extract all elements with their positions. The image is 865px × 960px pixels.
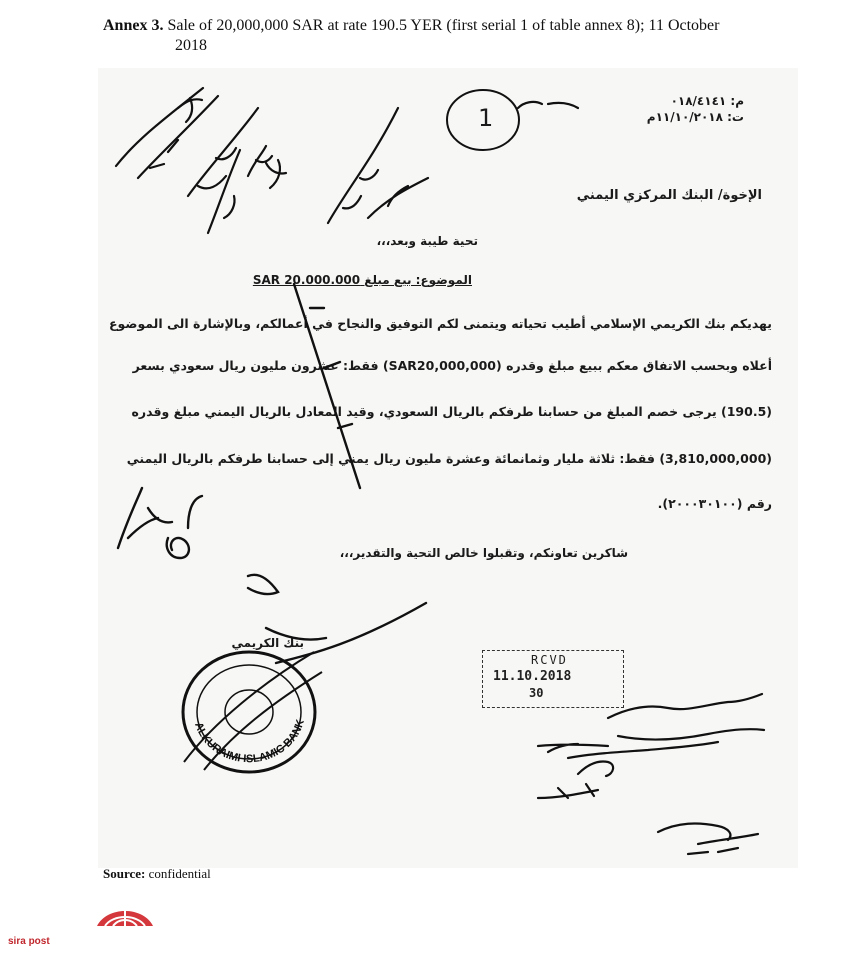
body-line-4: (3,810,000,000) فقط: ثلاثة مليار وثمانمائة وعشرة مليون ريال يمني إلى حسابنا طرفكم بالريال اليمني [126,451,772,466]
caption-label: Annex 3. [103,17,164,34]
reference-date: ت: ١١/١٠/٢٠١٨م [646,110,744,124]
reference-number: م: ٠١٨/٤١٤١ [670,94,744,108]
stamp-circle-number: 1 [478,104,494,132]
received-stamp-date: 11.10.2018 [493,669,572,684]
watermark-text: sira post [8,936,50,947]
received-stamp-number: 30 [529,686,544,700]
handwritten-annotations-bottom [98,68,798,868]
source-note [103,866,211,882]
caption-year: 2018 [175,37,207,54]
body-line-3: (190.5) يرجى خصم المبلغ من حسابنا طرفكم بالريال السعودي، وقيد المعادل بالريال اليمني مبلغ وقدره [131,404,772,419]
bank-signature-label: بنك الكريمي [231,636,304,650]
annex-caption [103,16,763,56]
seal-text: ALKURAIMI ISLAMIC BANK [192,718,307,766]
greeting: تحية طيبة وبعد،،، [376,234,478,248]
body-line-1: يهديكم بنك الكريمي الإسلامي أطيب تحياته ويتمنى لكم التوفيق والنجاح في أعمالكم، وبالإشارة الى الموضوع [108,316,772,331]
closing-line: شاكرين تعاونكم، وتقبلوا خالص التحية والتقدير،،، [339,546,628,560]
recipient: الإخوة/ البنك المركزي اليمني [576,188,762,203]
source-label: Source: [103,866,146,881]
received-stamp-label: RCVD [531,653,568,667]
source-text: confidential [148,866,211,881]
body-line-5: رقم (٢٠٠٠٣٠١٠٠). [657,496,772,511]
caption-text: Sale of 20,000,000 SAR at rate 190.5 YER (first serial 1 of table annex 8); 11 October [167,17,720,34]
publisher-logo-icon [95,902,155,928]
subject-line: الموضوع: بيع مبلغ SAR 20.000.000 [252,273,472,287]
body-line-2: أعلاه وبحسب الاتفاق معكم ببيع مبلغ وقدره (SAR20,000,000) فقط: عشرون مليون ريال سعودي بسعر [132,358,772,373]
scanned-letter [98,68,798,868]
